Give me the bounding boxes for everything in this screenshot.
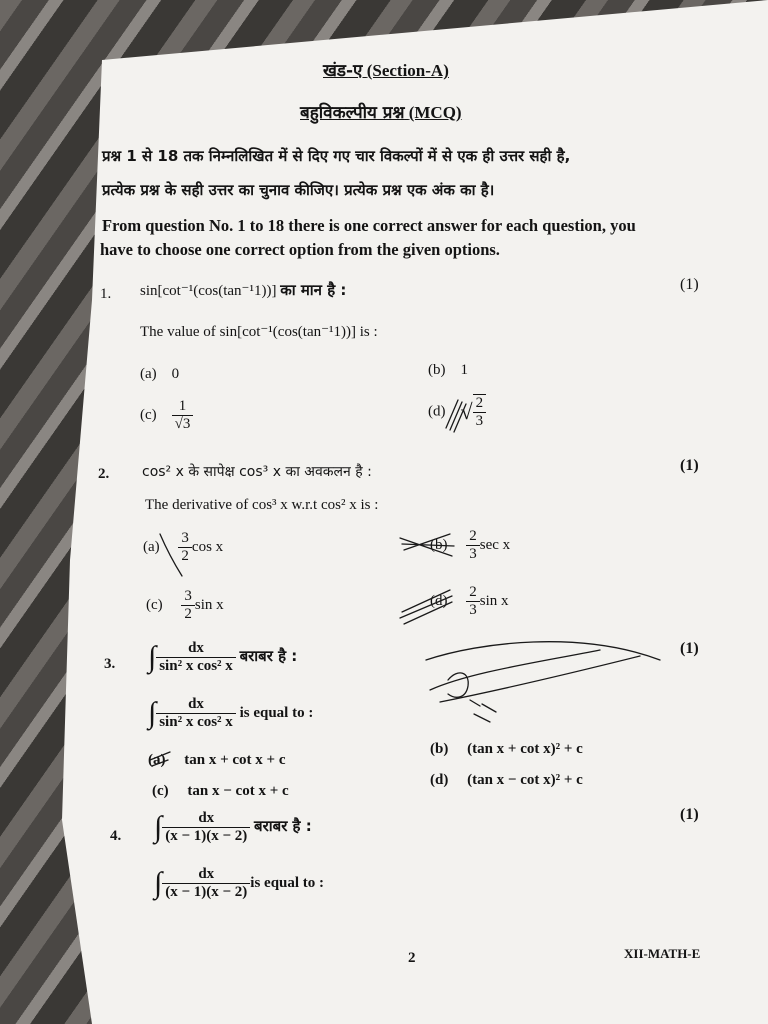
q2-a-tick-mark — [160, 534, 182, 576]
q2-option-d: (d) $\frac{2}{3}$ sin x — [430, 584, 509, 618]
q1-english: The value of sin[cot⁻¹(cos(tan⁻¹1))] is : — [140, 324, 378, 340]
q1-marks: (1) — [680, 276, 699, 293]
q3-number: 3. — [104, 656, 116, 672]
q1-option-c: (c) $\frac{1}{√3}$ — [140, 398, 193, 433]
q3-option-c: (c) tan x − cot x + c — [152, 783, 289, 799]
instructions-hindi-line1: प्रश्न 1 से 18 तक निम्नलिखित में से दिए गए चार विकल्पों में से एक ही उत्तर सही है, — [102, 147, 571, 165]
q3-option-d: (d) (tan x − cot x)² + c — [430, 772, 583, 788]
paper-code: XII-MATH-E — [624, 946, 701, 961]
q1-number: 1. — [100, 286, 112, 302]
instructions-english-line2: have to choose one correct option from the given options. — [100, 240, 500, 259]
q2-option-b: (b) $\frac{2}{3}$ sec x — [430, 528, 511, 562]
q2-english: The derivative of cos³ x w.r.t cos² x is : — [145, 497, 379, 513]
q3-rough-work-glyph — [448, 673, 468, 697]
q4-hindi: ∫ $\frac{dx}{(x - 1)(x - 2)}$ बराबर है : — [154, 810, 312, 844]
q2-option-a: (a) $\frac{3}{2}$ cos x — [143, 530, 224, 564]
q2-option-c: (c) $\frac{3}{2}$ sin x — [146, 588, 224, 622]
q2-number: 2. — [98, 466, 110, 482]
q3-hindi: ∫ $\frac{dx}{\text{sin² x cos² x}}$ बराबर है : — [148, 640, 298, 674]
q4-english: ∫ $\frac{dx}{(x - 1)(x - 2)}$ is equal to : — [154, 866, 325, 900]
q3-a-tick-mark — [150, 752, 170, 766]
mcq-heading: बहुविकल्पीय प्रश्न (MCQ) — [300, 103, 462, 123]
q4-number: 4. — [110, 828, 122, 844]
q3-rough-work-strokes — [470, 700, 496, 722]
q2-b-scribble — [400, 534, 454, 556]
instructions-english-line1: From question No. 1 to 18 there is one correct answer for each question, you — [102, 216, 636, 235]
page-number: 2 — [408, 950, 416, 966]
q2-d-scribble — [400, 590, 452, 624]
q3-english: ∫ $\frac{dx}{\text{sin² x cos² x}}$ is equal to : — [148, 696, 314, 730]
q3-option-a: (a) tan x + cot x + c — [148, 752, 286, 768]
section-heading: खंड-ए (Section-A) — [323, 61, 449, 81]
q1-option-a: (a) 0 — [140, 366, 180, 382]
q4-marks: (1) — [680, 806, 699, 823]
q1-d-tick-mark — [446, 400, 466, 432]
q1-hindi: sin[cot⁻¹(cos(tan⁻¹1))] का मान है : — [140, 281, 347, 299]
q2-marks: (1) — [680, 457, 699, 474]
q1-option-d: (d) √ $\frac{2}{3}$ — [428, 394, 486, 430]
q3-rough-work-line2 — [430, 650, 640, 702]
q3-option-b: (b) (tan x + cot x)² + c — [430, 741, 583, 757]
q2-hindi: cos² x के सापेक्ष cos³ x का अवकलन है : — [142, 464, 372, 480]
q3-rough-work-line1 — [426, 642, 660, 660]
q3-marks: (1) — [680, 640, 699, 657]
q1-option-b: (b) 1 — [428, 362, 468, 378]
instructions-hindi-line2: प्रत्येक प्रश्न के सही उत्तर का चुनाव कीजिए। प्रत्येक प्रश्न एक अंक का है। — [102, 181, 495, 199]
